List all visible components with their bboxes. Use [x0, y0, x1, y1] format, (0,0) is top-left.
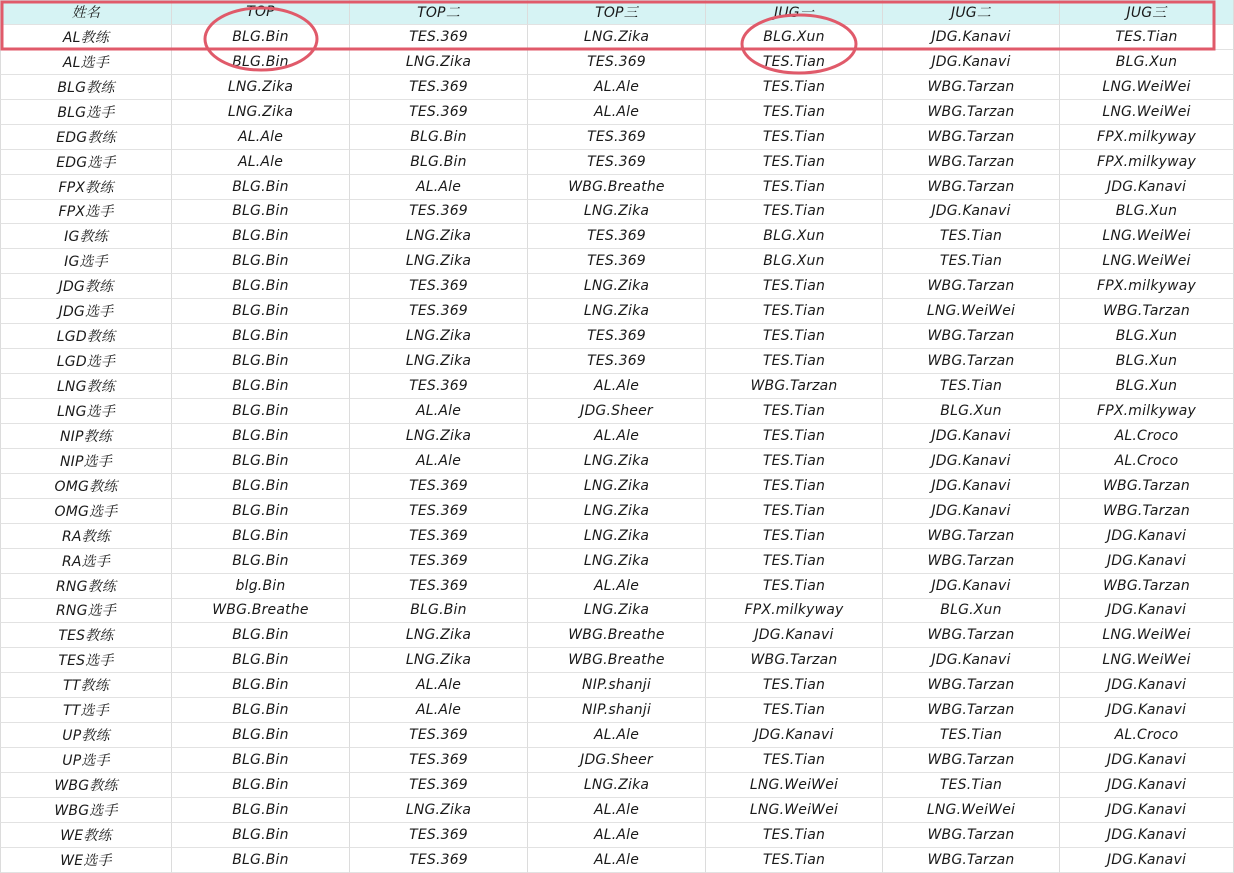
table-cell[interactable]: AL.Ale	[528, 823, 706, 848]
table-cell[interactable]: FPX.milkyway	[1060, 274, 1234, 299]
row-label-cell[interactable]: UP教练	[0, 723, 172, 748]
table-cell[interactable]: JDG.Kanavi	[883, 574, 1060, 599]
table-cell[interactable]: JDG.Kanavi	[1060, 848, 1234, 873]
row-label-cell[interactable]: BLG选手	[0, 100, 172, 125]
table-cell[interactable]: JDG.Kanavi	[1060, 175, 1234, 200]
table-cell[interactable]: TES.369	[528, 324, 706, 349]
table-cell[interactable]: BLG.Bin	[172, 224, 350, 249]
table-cell[interactable]: TES.Tian	[706, 474, 883, 499]
table-cell[interactable]: TES.Tian	[883, 723, 1060, 748]
table-cell[interactable]: TES.Tian	[883, 224, 1060, 249]
table-cell[interactable]: BLG.Bin	[172, 249, 350, 274]
table-cell[interactable]: LNG.Zika	[350, 324, 528, 349]
table-cell[interactable]: BLG.Xun	[883, 599, 1060, 624]
table-cell[interactable]: TES.369	[350, 748, 528, 773]
table-cell[interactable]: LNG.Zika	[528, 274, 706, 299]
table-cell[interactable]: JDG.Kanavi	[883, 25, 1060, 50]
table-cell[interactable]: LNG.WeiWei	[1060, 623, 1234, 648]
table-cell[interactable]: LNG.Zika	[350, 50, 528, 75]
row-label-cell[interactable]: WBG选手	[0, 798, 172, 823]
table-cell[interactable]: TES.Tian	[706, 574, 883, 599]
table-cell[interactable]: JDG.Kanavi	[1060, 673, 1234, 698]
table-cell[interactable]: BLG.Bin	[172, 499, 350, 524]
header-cell[interactable]: JUG二	[883, 0, 1060, 25]
table-cell[interactable]: JDG.Kanavi	[1060, 748, 1234, 773]
table-cell[interactable]: JDG.Kanavi	[883, 474, 1060, 499]
row-label-cell[interactable]: RNG教练	[0, 574, 172, 599]
table-cell[interactable]: WBG.Breathe	[528, 648, 706, 673]
table-cell[interactable]: JDG.Kanavi	[883, 50, 1060, 75]
table-cell[interactable]: WBG.Tarzan	[883, 549, 1060, 574]
table-cell[interactable]: WBG.Tarzan	[883, 823, 1060, 848]
table-cell[interactable]: NIP.shanji	[528, 698, 706, 723]
header-cell[interactable]: TOP三	[528, 0, 706, 25]
table-cell[interactable]: TES.Tian	[883, 249, 1060, 274]
table-cell[interactable]: WBG.Tarzan	[1060, 299, 1234, 324]
table-cell[interactable]: AL.Ale	[350, 449, 528, 474]
table-cell[interactable]: TES.Tian	[706, 698, 883, 723]
row-label-cell[interactable]: NIP选手	[0, 449, 172, 474]
table-cell[interactable]: JDG.Kanavi	[883, 424, 1060, 449]
row-label-cell[interactable]: RNG选手	[0, 599, 172, 624]
table-cell[interactable]: BLG.Bin	[172, 424, 350, 449]
table-cell[interactable]: blg.Bin	[172, 574, 350, 599]
table-cell[interactable]: LNG.WeiWei	[1060, 224, 1234, 249]
table-cell[interactable]: LNG.WeiWei	[883, 299, 1060, 324]
table-cell[interactable]: TES.Tian	[706, 399, 883, 424]
row-label-cell[interactable]: FPX教练	[0, 175, 172, 200]
table-cell[interactable]: BLG.Xun	[1060, 200, 1234, 225]
table-cell[interactable]: WBG.Tarzan	[706, 374, 883, 399]
table-cell[interactable]: JDG.Kanavi	[1060, 773, 1234, 798]
row-label-cell[interactable]: LNG教练	[0, 374, 172, 399]
table-cell[interactable]: LNG.WeiWei	[1060, 249, 1234, 274]
table-cell[interactable]: WBG.Breathe	[528, 175, 706, 200]
table-cell[interactable]: TES.Tian	[706, 549, 883, 574]
table-cell[interactable]: TES.Tian	[706, 499, 883, 524]
table-cell[interactable]: TES.369	[350, 773, 528, 798]
table-cell[interactable]: JDG.Kanavi	[706, 723, 883, 748]
table-cell[interactable]: WBG.Tarzan	[883, 698, 1060, 723]
table-cell[interactable]: TES.Tian	[706, 324, 883, 349]
table-cell[interactable]: TES.369	[350, 499, 528, 524]
table-cell[interactable]: LNG.Zika	[528, 524, 706, 549]
table-cell[interactable]: BLG.Bin	[172, 399, 350, 424]
table-cell[interactable]: TES.Tian	[706, 349, 883, 374]
table-cell[interactable]: AL.Ale	[528, 574, 706, 599]
table-cell[interactable]: BLG.Bin	[172, 623, 350, 648]
table-cell[interactable]: LNG.WeiWei	[1060, 648, 1234, 673]
row-label-cell[interactable]: FPX选手	[0, 200, 172, 225]
table-cell[interactable]: LNG.Zika	[350, 224, 528, 249]
row-label-cell[interactable]: EDG教练	[0, 125, 172, 150]
table-cell[interactable]: TES.Tian	[883, 374, 1060, 399]
table-cell[interactable]: LNG.Zika	[528, 599, 706, 624]
table-cell[interactable]: BLG.Bin	[172, 200, 350, 225]
table-cell[interactable]: WBG.Tarzan	[883, 274, 1060, 299]
table-cell[interactable]: LNG.Zika	[350, 249, 528, 274]
row-label-cell[interactable]: IG教练	[0, 224, 172, 249]
table-cell[interactable]: WBG.Tarzan	[883, 623, 1060, 648]
table-cell[interactable]: BLG.Bin	[172, 25, 350, 50]
table-cell[interactable]: JDG.Kanavi	[883, 449, 1060, 474]
table-cell[interactable]: TES.369	[528, 224, 706, 249]
table-cell[interactable]: FPX.milkyway	[1060, 125, 1234, 150]
table-cell[interactable]: WBG.Tarzan	[883, 748, 1060, 773]
table-cell[interactable]: BLG.Bin	[172, 773, 350, 798]
table-cell[interactable]: BLG.Bin	[172, 299, 350, 324]
table-cell[interactable]: TES.369	[350, 200, 528, 225]
row-label-cell[interactable]: LNG选手	[0, 399, 172, 424]
table-cell[interactable]: AL.Ale	[350, 175, 528, 200]
table-cell[interactable]: LNG.Zika	[528, 299, 706, 324]
table-cell[interactable]: TES.Tian	[706, 200, 883, 225]
row-label-cell[interactable]: TES选手	[0, 648, 172, 673]
table-cell[interactable]: LNG.Zika	[528, 449, 706, 474]
table-cell[interactable]: TES.369	[350, 299, 528, 324]
table-cell[interactable]: LNG.WeiWei	[706, 798, 883, 823]
table-cell[interactable]: BLG.Bin	[172, 175, 350, 200]
table-cell[interactable]: AL.Croco	[1060, 723, 1234, 748]
table-cell[interactable]: JDG.Kanavi	[883, 499, 1060, 524]
table-cell[interactable]: AL.Ale	[528, 424, 706, 449]
table-cell[interactable]: WBG.Tarzan	[883, 75, 1060, 100]
table-cell[interactable]: TES.Tian	[706, 175, 883, 200]
table-cell[interactable]: WBG.Tarzan	[1060, 499, 1234, 524]
table-cell[interactable]: TES.369	[528, 50, 706, 75]
table-cell[interactable]: AL.Croco	[1060, 449, 1234, 474]
row-label-cell[interactable]: JDG教练	[0, 274, 172, 299]
table-cell[interactable]: BLG.Bin	[172, 673, 350, 698]
table-cell[interactable]: LNG.WeiWei	[706, 773, 883, 798]
table-cell[interactable]: WBG.Tarzan	[1060, 474, 1234, 499]
table-cell[interactable]: BLG.Bin	[172, 449, 350, 474]
table-cell[interactable]: TES.Tian	[706, 150, 883, 175]
table-cell[interactable]: BLG.Xun	[1060, 374, 1234, 399]
table-cell[interactable]: TES.369	[350, 474, 528, 499]
header-cell[interactable]: TOP二	[350, 0, 528, 25]
header-cell[interactable]: JUG三	[1060, 0, 1234, 25]
table-cell[interactable]: AL.Ale	[528, 374, 706, 399]
row-label-cell[interactable]: JDG选手	[0, 299, 172, 324]
table-cell[interactable]: TES.Tian	[706, 50, 883, 75]
table-cell[interactable]: BLG.Bin	[172, 798, 350, 823]
row-label-cell[interactable]: OMG教练	[0, 474, 172, 499]
table-cell[interactable]: TES.369	[350, 823, 528, 848]
table-cell[interactable]: TES.Tian	[883, 773, 1060, 798]
table-cell[interactable]: AL.Ale	[528, 848, 706, 873]
table-cell[interactable]: TES.Tian	[1060, 25, 1234, 50]
table-cell[interactable]: TES.369	[350, 723, 528, 748]
table-cell[interactable]: TES.369	[350, 574, 528, 599]
table-cell[interactable]: AL.Ale	[528, 100, 706, 125]
table-cell[interactable]: TES.Tian	[706, 100, 883, 125]
table-cell[interactable]: JDG.Kanavi	[1060, 823, 1234, 848]
table-cell[interactable]: AL.Ale	[528, 723, 706, 748]
table-cell[interactable]: LNG.Zika	[350, 623, 528, 648]
table-cell[interactable]: AL.Ale	[172, 150, 350, 175]
table-cell[interactable]: LNG.WeiWei	[1060, 75, 1234, 100]
table-cell[interactable]: JDG.Kanavi	[1060, 549, 1234, 574]
table-cell[interactable]: TES.Tian	[706, 75, 883, 100]
table-cell[interactable]: BLG.Bin	[172, 374, 350, 399]
table-cell[interactable]: BLG.Bin	[350, 150, 528, 175]
row-label-cell[interactable]: RA教练	[0, 524, 172, 549]
table-cell[interactable]: BLG.Bin	[172, 524, 350, 549]
row-label-cell[interactable]: TT选手	[0, 698, 172, 723]
row-label-cell[interactable]: TES教练	[0, 623, 172, 648]
table-cell[interactable]: WBG.Tarzan	[883, 150, 1060, 175]
row-label-cell[interactable]: LGD选手	[0, 349, 172, 374]
table-cell[interactable]: LNG.Zika	[350, 424, 528, 449]
table-cell[interactable]: BLG.Bin	[172, 848, 350, 873]
table-cell[interactable]: BLG.Bin	[172, 274, 350, 299]
row-label-cell[interactable]: NIP教练	[0, 424, 172, 449]
table-cell[interactable]: JDG.Kanavi	[883, 200, 1060, 225]
table-cell[interactable]: NIP.shanji	[528, 673, 706, 698]
row-label-cell[interactable]: TT教练	[0, 673, 172, 698]
table-cell[interactable]: WBG.Tarzan	[883, 100, 1060, 125]
table-cell[interactable]: LNG.Zika	[350, 798, 528, 823]
table-cell[interactable]: LNG.WeiWei	[883, 798, 1060, 823]
table-cell[interactable]: BLG.Bin	[172, 823, 350, 848]
table-cell[interactable]: WBG.Tarzan	[883, 324, 1060, 349]
table-cell[interactable]: WBG.Breathe	[172, 599, 350, 624]
table-cell[interactable]: TES.369	[350, 374, 528, 399]
row-label-cell[interactable]: EDG选手	[0, 150, 172, 175]
table-cell[interactable]: BLG.Bin	[172, 349, 350, 374]
table-cell[interactable]: AL.Ale	[350, 399, 528, 424]
header-name[interactable]: 姓名	[0, 0, 172, 25]
table-cell[interactable]: BLG.Xun	[706, 249, 883, 274]
table-cell[interactable]: FPX.milkyway	[1060, 399, 1234, 424]
table-cell[interactable]: WBG.Tarzan	[883, 848, 1060, 873]
table-cell[interactable]: BLG.Bin	[172, 549, 350, 574]
table-cell[interactable]: BLG.Bin	[350, 599, 528, 624]
table-cell[interactable]: LNG.Zika	[528, 200, 706, 225]
table-cell[interactable]: BLG.Xun	[1060, 349, 1234, 374]
table-cell[interactable]: TES.369	[528, 150, 706, 175]
table-cell[interactable]: WBG.Tarzan	[883, 673, 1060, 698]
table-cell[interactable]: TES.Tian	[706, 449, 883, 474]
table-cell[interactable]: WBG.Tarzan	[883, 175, 1060, 200]
table-cell[interactable]: BLG.Xun	[883, 399, 1060, 424]
table-cell[interactable]: TES.369	[528, 349, 706, 374]
header-cell[interactable]: TOP	[172, 0, 350, 25]
table-cell[interactable]: TES.Tian	[706, 848, 883, 873]
row-label-cell[interactable]: WE选手	[0, 848, 172, 873]
table-cell[interactable]: TES.Tian	[706, 673, 883, 698]
row-label-cell[interactable]: IG选手	[0, 249, 172, 274]
table-cell[interactable]: TES.369	[350, 549, 528, 574]
table-cell[interactable]: LNG.Zika	[528, 474, 706, 499]
table-cell[interactable]: LNG.Zika	[350, 648, 528, 673]
table-cell[interactable]: BLG.Xun	[1060, 50, 1234, 75]
table-cell[interactable]: JDG.Sheer	[528, 399, 706, 424]
table-cell[interactable]: TES.369	[350, 274, 528, 299]
table-cell[interactable]: FPX.milkyway	[1060, 150, 1234, 175]
row-label-cell[interactable]: OMG选手	[0, 499, 172, 524]
table-cell[interactable]: JDG.Sheer	[528, 748, 706, 773]
table-cell[interactable]: TES.Tian	[706, 424, 883, 449]
table-cell[interactable]: BLG.Bin	[172, 324, 350, 349]
table-cell[interactable]: TES.369	[350, 848, 528, 873]
table-cell[interactable]: LNG.WeiWei	[1060, 100, 1234, 125]
table-cell[interactable]: WBG.Tarzan	[706, 648, 883, 673]
table-cell[interactable]: AL.Ale	[528, 75, 706, 100]
table-cell[interactable]: WBG.Breathe	[528, 623, 706, 648]
table-cell[interactable]: TES.369	[350, 524, 528, 549]
table-cell[interactable]: BLG.Bin	[172, 50, 350, 75]
table-cell[interactable]: TES.369	[350, 75, 528, 100]
table-cell[interactable]: JDG.Kanavi	[1060, 524, 1234, 549]
row-label-cell[interactable]: LGD教练	[0, 324, 172, 349]
table-cell[interactable]: AL.Ale	[172, 125, 350, 150]
table-cell[interactable]: AL.Ale	[528, 798, 706, 823]
row-label-cell[interactable]: BLG教练	[0, 75, 172, 100]
table-cell[interactable]: TES.Tian	[706, 274, 883, 299]
row-label-cell[interactable]: RA选手	[0, 549, 172, 574]
table-cell[interactable]: LNG.Zika	[528, 25, 706, 50]
table-cell[interactable]: BLG.Bin	[172, 698, 350, 723]
table-cell[interactable]: TES.Tian	[706, 299, 883, 324]
table-cell[interactable]: BLG.Bin	[172, 474, 350, 499]
table-cell[interactable]: JDG.Kanavi	[1060, 698, 1234, 723]
table-cell[interactable]: TES.369	[528, 249, 706, 274]
table-cell[interactable]: BLG.Bin	[350, 125, 528, 150]
table-cell[interactable]: BLG.Bin	[172, 648, 350, 673]
table-cell[interactable]: LNG.Zika	[350, 349, 528, 374]
table-cell[interactable]: AL.Croco	[1060, 424, 1234, 449]
table-cell[interactable]: AL.Ale	[350, 698, 528, 723]
table-cell[interactable]: LNG.Zika	[172, 100, 350, 125]
table-cell[interactable]: BLG.Xun	[1060, 324, 1234, 349]
header-cell[interactable]: JUG一	[706, 0, 883, 25]
table-cell[interactable]: FPX.milkyway	[706, 599, 883, 624]
table-cell[interactable]: LNG.Zika	[528, 549, 706, 574]
table-cell[interactable]: WBG.Tarzan	[1060, 574, 1234, 599]
table-cell[interactable]: JDG.Kanavi	[1060, 798, 1234, 823]
table-cell[interactable]: LNG.Zika	[528, 499, 706, 524]
table-cell[interactable]: LNG.Zika	[172, 75, 350, 100]
table-cell[interactable]: TES.369	[528, 125, 706, 150]
table-cell[interactable]: TES.369	[350, 100, 528, 125]
table-cell[interactable]: TES.369	[350, 25, 528, 50]
table-cell[interactable]: BLG.Bin	[172, 748, 350, 773]
table-cell[interactable]: BLG.Xun	[706, 224, 883, 249]
table-cell[interactable]: JDG.Kanavi	[706, 623, 883, 648]
table-cell[interactable]: TES.Tian	[706, 524, 883, 549]
table-cell[interactable]: TES.Tian	[706, 823, 883, 848]
table-cell[interactable]: TES.Tian	[706, 125, 883, 150]
table-cell[interactable]: LNG.Zika	[528, 773, 706, 798]
row-label-cell[interactable]: WBG教练	[0, 773, 172, 798]
row-label-cell[interactable]: AL教练	[0, 25, 172, 50]
table-cell[interactable]: JDG.Kanavi	[883, 648, 1060, 673]
table-cell[interactable]: TES.Tian	[706, 748, 883, 773]
row-label-cell[interactable]: WE教练	[0, 823, 172, 848]
table-cell[interactable]: BLG.Bin	[172, 723, 350, 748]
table-cell[interactable]: BLG.Xun	[706, 25, 883, 50]
row-label-cell[interactable]: UP选手	[0, 748, 172, 773]
table-cell[interactable]: WBG.Tarzan	[883, 349, 1060, 374]
table-cell[interactable]: WBG.Tarzan	[883, 524, 1060, 549]
row-label-cell[interactable]: AL选手	[0, 50, 172, 75]
table-cell[interactable]: WBG.Tarzan	[883, 125, 1060, 150]
table-cell[interactable]: AL.Ale	[350, 673, 528, 698]
table-cell[interactable]: JDG.Kanavi	[1060, 599, 1234, 624]
